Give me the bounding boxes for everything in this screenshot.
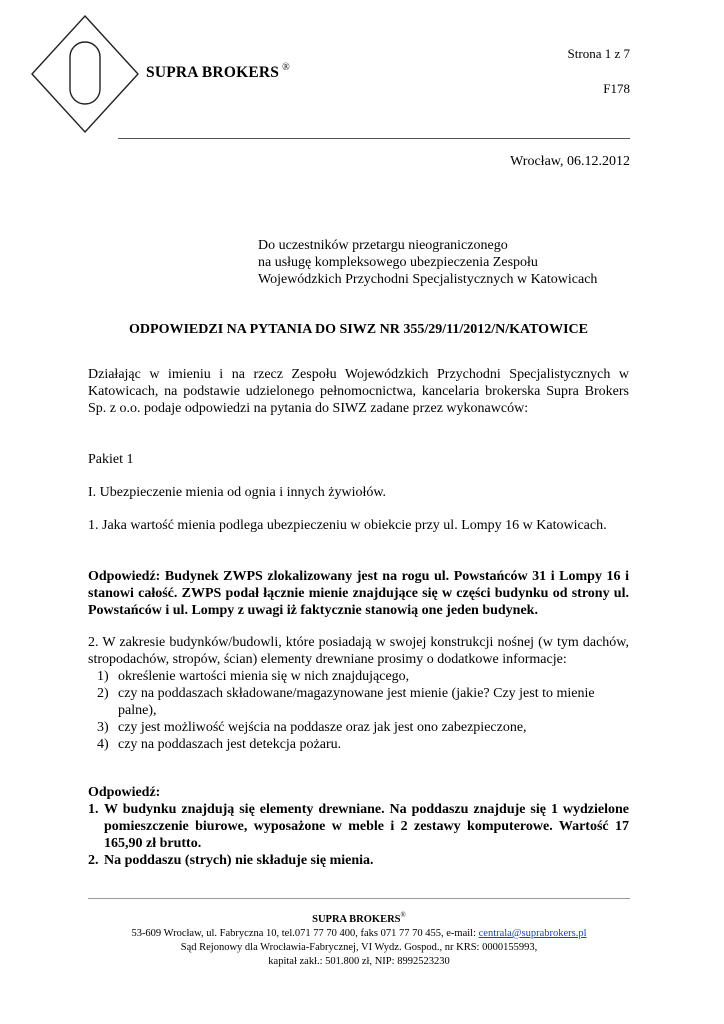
registered-mark: ® — [282, 62, 290, 73]
footer — [88, 908, 630, 969]
addressee-line: na usługę kompleksowego ubezpieczenia Zespołu — [258, 255, 538, 270]
footer-court: Sąd Rejonowy dla Wrocławia-Fabrycznej, VI Wydz. Gospod., nr KRS: 0000155993, — [180, 942, 538, 953]
answer-2-label: Odpowiedź: — [88, 785, 161, 800]
header-divider — [118, 138, 630, 139]
question-1: 1. Jaka wartość mienia podlega ubezpieczeniu w obiekcie przy ul. Lompy 16 w Katowicach. — [88, 518, 607, 533]
footer-address: 53-609 Wrocław, ul. Fabryczna 10, tel.071 77 70 400, faks 071 77 70 455, e-mail: centrala@suprabrokers.pl — [131, 928, 587, 939]
supra-brokers-logo — [30, 14, 140, 134]
footer-email-link[interactable]: centrala@suprabrokers.pl — [478, 928, 587, 939]
answer-1: Odpowiedź: Budynek ZWPS zlokalizowany jest na rogu ul. Powstańców 31 i Lompy 16 i stanowi całość. ZWPS podał łącznie mienie znajdujące się w części budynku od strony ul. Powstańców i ul. Lompy z uwagi iż faktycznie stanowią one jeden budynek. — [88, 569, 629, 618]
question-2 — [88, 634, 629, 753]
question-2-list — [88, 668, 629, 753]
list-item: 1) określenie wartości mienia się w nich znajdującego, — [97, 669, 410, 684]
footer-divider — [88, 898, 630, 899]
addressee-line: Do uczestników przetargu nieograniczonego — [258, 238, 508, 253]
intro-paragraph: Działając w imieniu i na rzecz Zespołu Wojewódzkich Przychodni Specjalistycznych w Katowicach, na podstawie udzielonego pełnomocnictwa, kancelaria brokerska Supra Brokers Sp. z o.o. podaje odpowiedzi na pytania do SIWZ zadane przez wykonawców: — [88, 367, 629, 416]
form-code: F178 — [603, 81, 630, 96]
list-item: 4) czy na poddaszach jest detekcja pożaru. — [97, 737, 342, 752]
document-title: ODPOWIEDZI NA PYTANIA DO SIWZ NR 355/29/11/2012/N/KATOWICE — [129, 322, 588, 337]
list-item: 2) czy na poddaszach składowane/magazynowane jest mienie (jakie? Czy jest to mienie palne), — [97, 686, 595, 718]
date-line: Wrocław, 06.12.2012 — [510, 154, 630, 169]
footer-capital: kapitał zakł.: 501.800 zł, NIP: 8992523230 — [268, 956, 450, 967]
footer-brand: SUPRA BROKERS® — [312, 911, 406, 925]
addressee-line: Wojewódzkich Przychodni Specjalistycznych w Katowicach — [258, 272, 598, 287]
package-heading: Pakiet 1 — [88, 452, 134, 467]
section-heading: I. Ubezpieczenie mienia od ognia i innych żywiołów. — [88, 485, 387, 500]
answer-2 — [88, 784, 629, 869]
list-item: 3) czy jest możliwość wejścia na poddasze oraz jak jest ono zabezpieczone, — [97, 720, 527, 735]
addressee-block — [258, 237, 597, 288]
list-item: 1. W budynku znajdują się elementy drewniane. Na poddaszu znajduje się 1 wydzielone pomieszczenie biurowe, wyposażone w meble i 2 zestawy komputerowe. Wartość 17 165,90 zł brutto. — [88, 802, 629, 851]
question-2-intro: 2. W zakresie budynków/budowli, które posiadają w swojej konstrukcji nośnej (w tym dachów, stropodachów, stropów, ścian) elementy drewniane prosimy o dodatkowe informacje: — [88, 635, 629, 667]
answer-2-list — [88, 801, 629, 869]
list-item: 2. Na poddaszu (strych) nie składuje się mienia. — [88, 853, 374, 868]
page-number: Strona 1 z 7 — [567, 46, 630, 61]
brand-name: SUPRA BROKERS ® — [146, 62, 290, 81]
